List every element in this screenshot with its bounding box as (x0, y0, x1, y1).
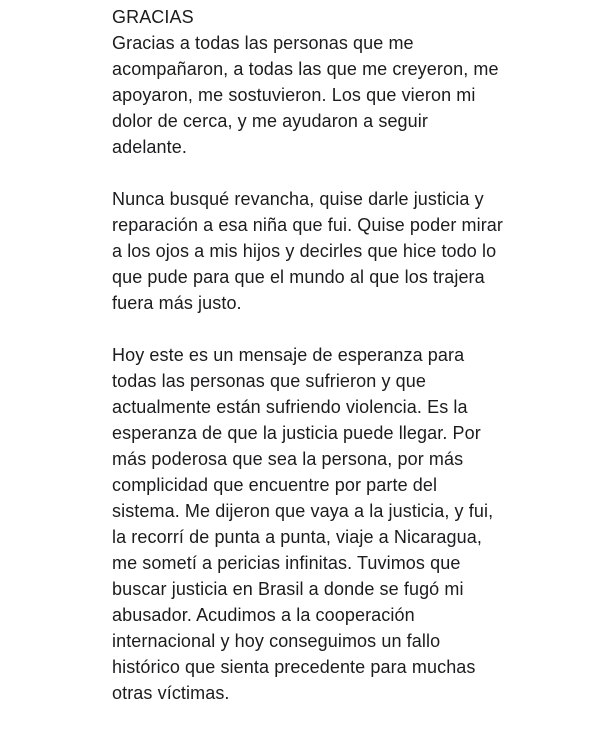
text-line: más poderosa que sea la persona, por más (112, 449, 464, 469)
paragraph-hope (112, 342, 512, 706)
text-line: histórico que sienta precedente para muchas (112, 657, 476, 677)
text-line: dolor de cerca, y me ayudaron a seguir (112, 111, 428, 131)
text-line: actualmente están sufriendo violencia. Es la (112, 397, 468, 417)
text-line: acompañaron, a todas las que me creyeron, me (112, 59, 499, 79)
text-line: adelante. (112, 137, 187, 157)
text-line: esperanza de que la justicia puede llegar. Por (112, 423, 481, 443)
text-line: la recorrí de punta a punta, viaje a Nicaragua, (112, 527, 482, 547)
text-line: Hoy este es un mensaje de esperanza para (112, 345, 465, 365)
text-line: buscar justicia en Brasil a donde se fugó mi (112, 579, 464, 599)
text-line: internacional y hoy conseguimos un fallo (112, 631, 441, 651)
text-line: Gracias a todas las personas que me (112, 33, 414, 53)
text-line: todas las personas que sufrieron y que (112, 371, 426, 391)
text-line: reparación a esa niña que fui. Quise poder mirar (112, 215, 504, 235)
text-line: apoyaron, me sostuvieron. Los que vieron mi (112, 85, 476, 105)
note-body (112, 4, 512, 732)
text-line: sistema. Me dijeron que vaya a la justicia, y fui, (112, 501, 494, 521)
note-title: GRACIAS (112, 7, 194, 27)
text-line: abusador. Acudimos a la cooperación (112, 605, 415, 625)
text-line: complicidad que encuentre por parte del (112, 475, 438, 495)
text-line: que pude para que el mundo al que los trajera (112, 267, 485, 287)
text-line: fuera más justo. (112, 293, 242, 313)
text-line: Nunca busqué revancha, quise darle justicia y (112, 189, 484, 209)
paragraph-thanks (112, 30, 512, 160)
text-line: a los ojos a mis hijos y decirles que hice todo lo (112, 241, 497, 261)
paragraph-justice (112, 186, 512, 316)
text-line: me sometí a pericias infinitas. Tuvimos que (112, 553, 461, 573)
text-line: otras víctimas. (112, 683, 230, 703)
